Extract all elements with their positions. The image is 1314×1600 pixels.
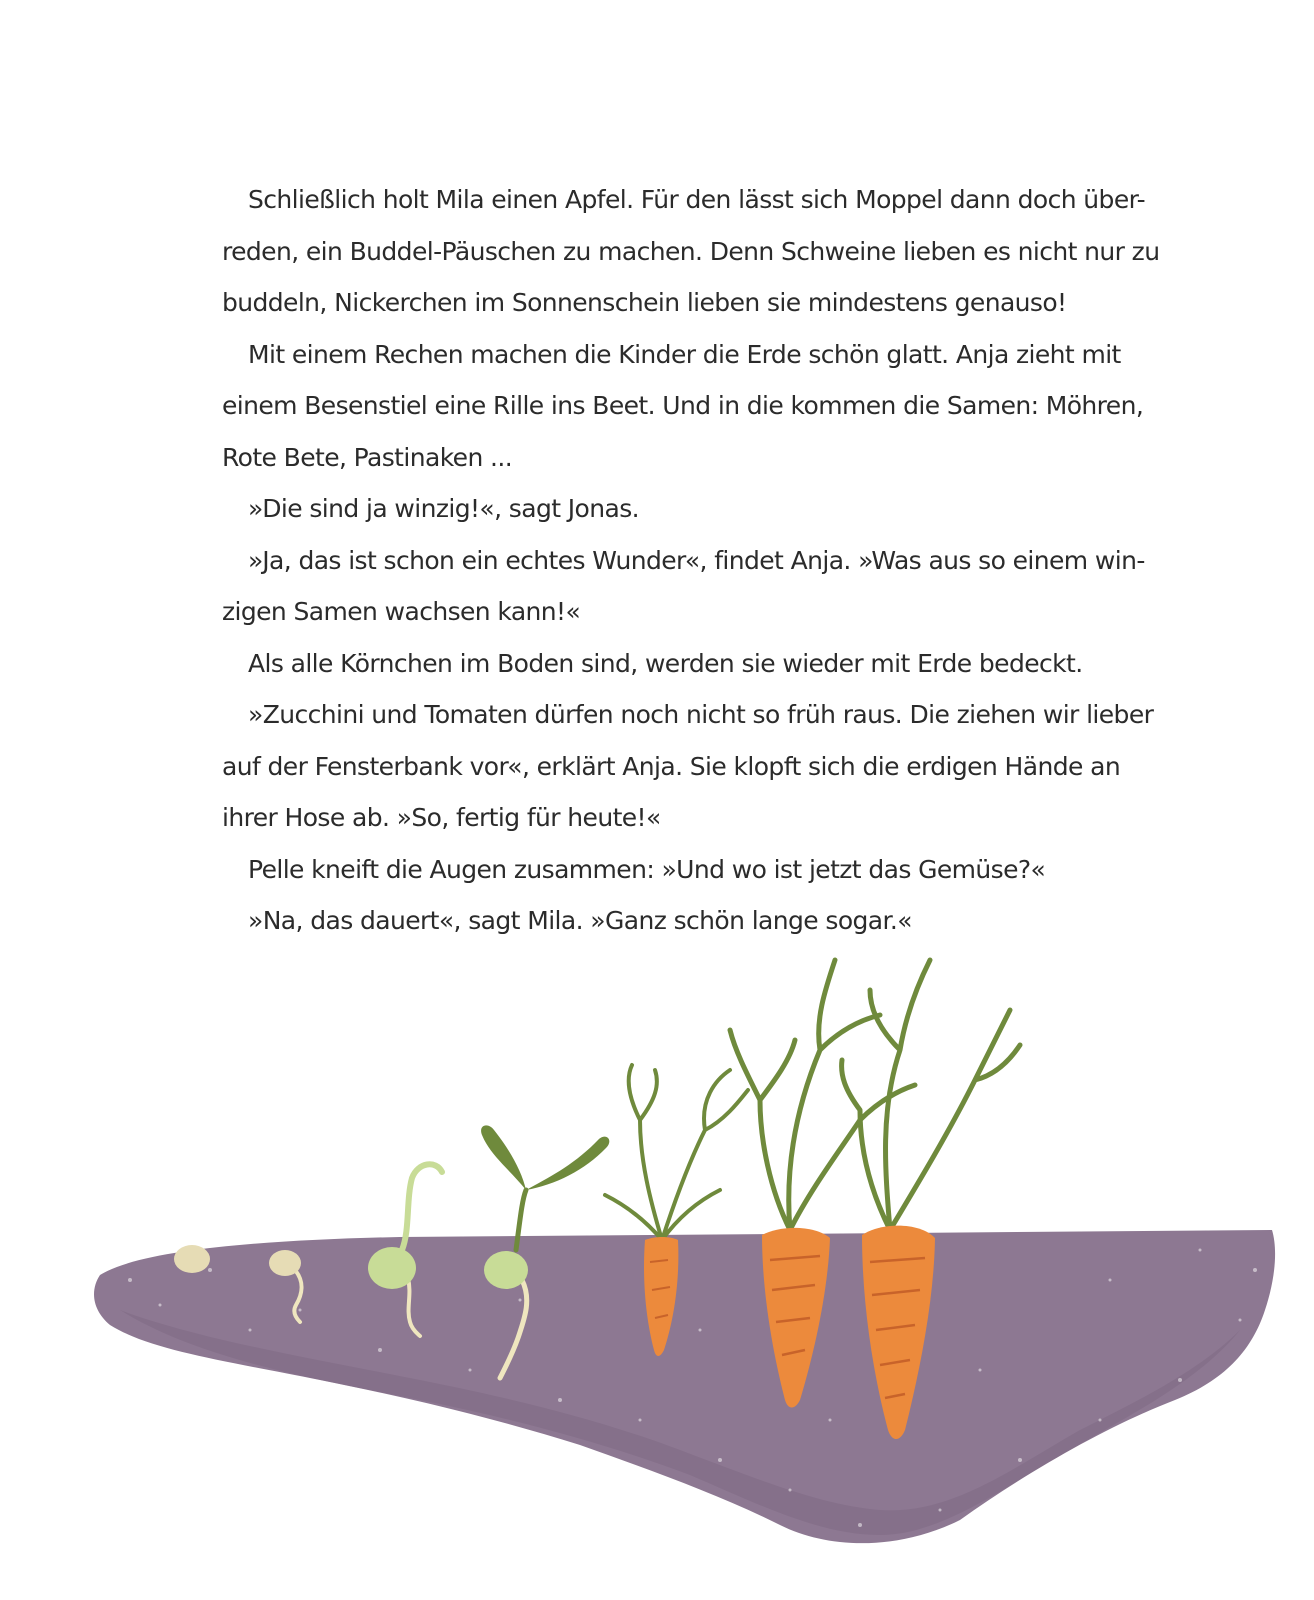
carrot-leaves (842, 960, 1020, 1230)
seed-leaves (368, 1247, 416, 1289)
text-line: »Ja, das ist schon ein echtes Wunder«, findet Anja. »Was aus so einem win- (248, 545, 1145, 575)
text-line: Als alle Körnchen im Boden sind, werden sie wieder mit Erde bedeckt. (248, 648, 1083, 678)
text-line: Mit einem Rechen machen die Kinder die Erde schön glatt. Anja zieht mit (248, 339, 1121, 369)
leaf (481, 1125, 526, 1190)
text-line: buddeln, Nickerchen im Sonnenschein lieben sie mindestens genauso! (222, 288, 1067, 317)
soil (94, 1230, 1275, 1543)
text-line: reden, ein Buddel-Päuschen zu machen. Denn Schweine lieben es nicht nur zu (222, 236, 1160, 266)
text-line: auf der Fensterbank vor«, erklärt Anja. Sie klopft sich die erdigen Hände an (222, 751, 1121, 781)
text-line: zigen Samen wachsen kann!« (222, 597, 581, 626)
text-line: »Na, das dauert«, sagt Mila. »Ganz schön lange sogar.« (248, 906, 912, 935)
text-line: Schließlich holt Mila einen Apfel. Für den lässt sich Moppel dann doch über- (248, 185, 1146, 214)
seed-leaves (484, 1251, 528, 1289)
seed (269, 1250, 301, 1276)
text-line: »Zucchini und Tomaten dürfen noch nicht so früh raus. Die ziehen wir lieber (248, 700, 1154, 729)
story-text (222, 174, 1160, 947)
carrot-leaves (605, 1065, 748, 1240)
text-line: »Die sind ja winzig!«, sagt Jonas. (248, 494, 639, 523)
leaf (526, 1137, 609, 1190)
text-line: einem Besenstiel eine Rille ins Beet. Und in die kommen die Samen: Möhren, (222, 391, 1144, 420)
seed (174, 1245, 210, 1273)
text-line: ihrer Hose ab. »So, fertig für heute!« (222, 803, 661, 832)
seed-stage-1 (174, 1245, 210, 1273)
text-line: Rote Bete, Pastinaken ... (222, 442, 513, 472)
carrot-growth-illustration (0, 950, 1314, 1600)
soil-shape (94, 1230, 1275, 1543)
text-line: Pelle kneift die Augen zusammen: »Und wo ist jetzt das Gemüse?« (248, 854, 1046, 884)
